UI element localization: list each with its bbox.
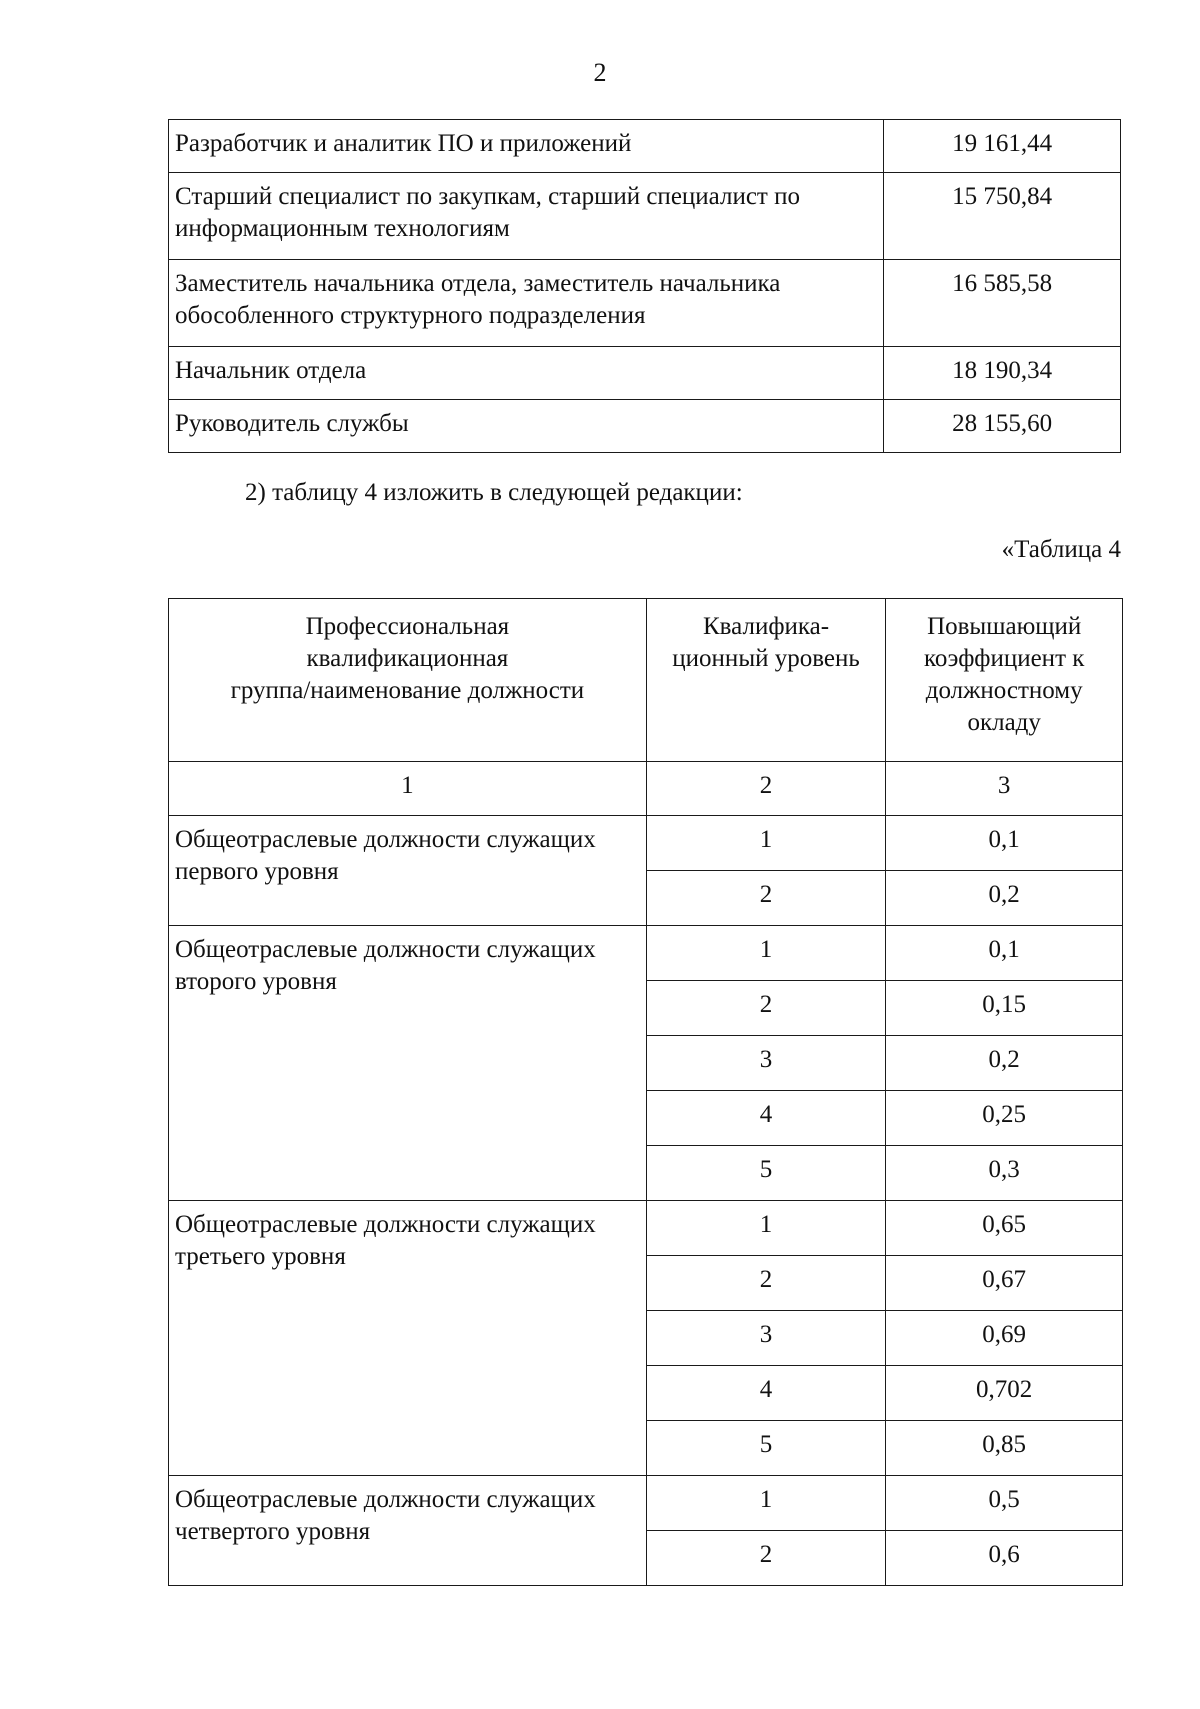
qualification-level: 3 [646,1036,886,1091]
coefficient-value: 0,3 [886,1146,1123,1201]
group-name: Общеотраслевые должности служащих четвертого уровня [169,1476,647,1586]
salary-amount: 28 155,60 [884,400,1121,453]
table-row [169,1201,1123,1256]
qualification-level: 4 [646,1366,886,1421]
coefficient-value: 0,2 [886,871,1123,926]
salary-amount: 18 190,34 [884,347,1121,400]
column-number: 3 [886,762,1123,816]
qualification-level: 1 [646,926,886,981]
table-row [169,173,1121,260]
coefficient-value: 0,25 [886,1091,1123,1146]
column-number-row [169,762,1123,816]
qualification-level: 5 [646,1421,886,1476]
qualification-level: 2 [646,1531,886,1586]
table-row [169,120,1121,173]
header-group: Профессиональная квалификационная группа/наименование должности [169,599,647,762]
table-row [169,260,1121,347]
header-level: Квалифика- ционный уровень [646,599,886,762]
coefficient-value: 0,1 [886,926,1123,981]
page-number: 2 [593,58,607,87]
table-header-row [169,599,1123,762]
coefficient-value: 0,15 [886,981,1123,1036]
table-row [169,926,1123,981]
qualification-level: 2 [646,981,886,1036]
table-row [169,816,1123,871]
coefficient-value: 0,65 [886,1201,1123,1256]
position-name: Заместитель начальника отдела, заместитель начальника обособленного структурного подразделения [169,260,884,347]
salary-amount: 15 750,84 [884,173,1121,260]
coefficient-value: 0,85 [886,1421,1123,1476]
table-row [169,1476,1123,1531]
qualification-level: 1 [646,1201,886,1256]
header-coefficient: Повышающий коэффициент к должностному окладу [886,599,1123,762]
group-name: Общеотраслевые должности служащих третьего уровня [169,1201,647,1476]
coefficient-value: 0,5 [886,1476,1123,1531]
coefficient-value: 0,69 [886,1311,1123,1366]
instruction-text: 2) таблицу 4 изложить в следующей редакции: [245,479,743,506]
qualification-level: 4 [646,1091,886,1146]
qualification-level: 3 [646,1311,886,1366]
coefficient-value: 0,702 [886,1366,1123,1421]
position-name: Начальник отдела [169,347,884,400]
table-caption: «Таблица 4 [1001,536,1121,563]
group-name: Общеотраслевые должности служащих первого уровня [169,816,647,926]
qualification-level: 1 [646,816,886,871]
coefficient-value: 0,1 [886,816,1123,871]
table-row [169,400,1121,453]
position-name: Старший специалист по закупкам, старший специалист по информационным технологиям [169,173,884,260]
position-name: Руководитель службы [169,400,884,453]
qualification-level: 5 [646,1146,886,1201]
qualification-level: 2 [646,871,886,926]
salary-amount: 16 585,58 [884,260,1121,347]
column-number: 2 [646,762,886,816]
coefficient-value: 0,2 [886,1036,1123,1091]
salary-amount: 19 161,44 [884,120,1121,173]
position-name: Разработчик и аналитик ПО и приложений [169,120,884,173]
coefficient-value: 0,67 [886,1256,1123,1311]
coefficient-table [168,598,1123,1586]
column-number: 1 [169,762,647,816]
table-row [169,347,1121,400]
qualification-level: 2 [646,1256,886,1311]
qualification-level: 1 [646,1476,886,1531]
salary-table [168,119,1121,453]
coefficient-value: 0,6 [886,1531,1123,1586]
group-name: Общеотраслевые должности служащих второго уровня [169,926,647,1201]
